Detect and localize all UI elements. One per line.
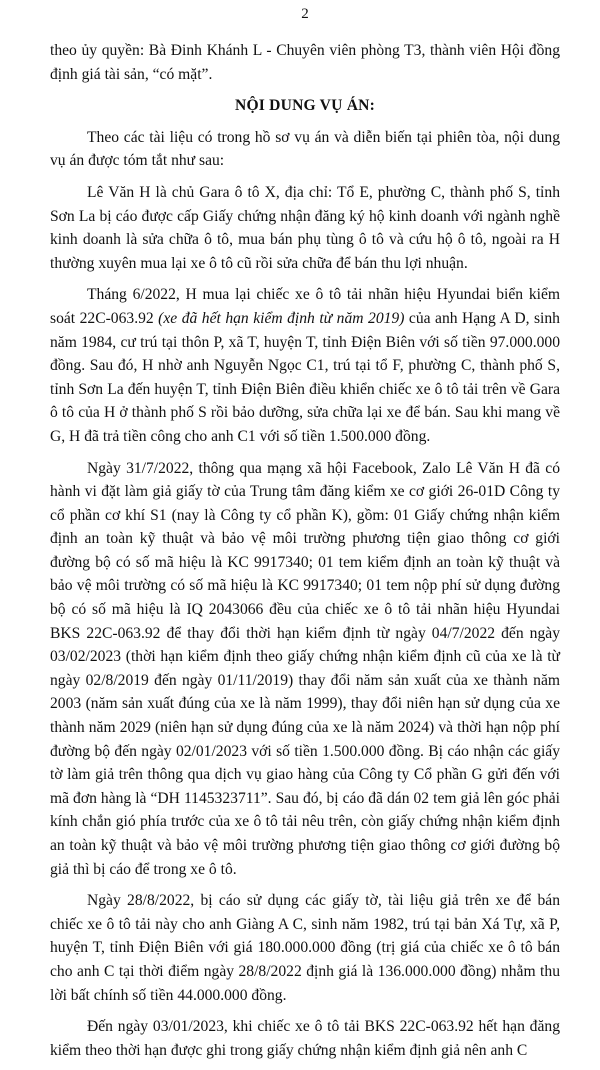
vehicle-purchase-text-end: của anh Hạng A D, sinh năm 1984, cư trú tại thôn P, xã T, huyện T, tỉnh Điện Biên với số tiền 97.000.000 đồng. Sau đó, H nhờ anh Nguyễn Ngọc C1, trú tại tổ F, phường C, thành phố S, tỉnh Sơn La đến huyện T, tỉnh Điện Biên điều khiển chiếc xe ô tô tải trên về Gara ô tô của H ở thành phố S rồi bảo dưỡng, sửa chữa lại xe để bán. Sau khi mang về G, H đã trả tiền công cho anh C1 với số tiền 1.500.000 đồng. (50, 309, 560, 445)
paragraph-summary-intro: Theo các tài liệu có trong hồ sơ vụ án và diễn biến tại phiên tòa, nội dung vụ án được tóm tắt như sau: (50, 128, 560, 170)
paragraph-defendant-background: Lê Văn H là chủ Gara ô tô X, địa chỉ: Tổ E, phường C, thành phố S, tỉnh Sơn La bị cáo được cấp Giấy chứng nhận đăng ký hộ kinh doanh với ngành nghề kinh doanh là sửa chữa ô tô, mua bán phụ tùng ô tô và cứu hộ ô tô, ngoài ra H thường xuyên mua lại xe ô tô cũ rồi sửa chữa để bán thu lợi nhuận. (50, 183, 560, 272)
vehicle-inspection-note: (xe đã hết hạn kiểm định từ năm 2019) (158, 309, 405, 327)
document-page (50, 4, 560, 1070)
paragraph-inspection-expiry: Đến ngày 03/01/2023, khi chiếc xe ô tô tải BKS 22C-063.92 hết hạn đăng kiểm theo thời hạn được ghi trong giấy chứng nhận kiểm định giả nên anh C (50, 1018, 560, 1059)
paragraph-vehicle-sale: Ngày 28/8/2022, bị cáo sử dụng các giấy tờ, tài liệu giả trên xe để bán chiếc xe ô tô tải này cho anh Giàng A C, sinh năm 1982, trú tại bản Xá Tự, xã P, huyện T, tỉnh Điện Biên với giá 180.000.000 đồng (trị giá của chiếc xe ô tô bán cho anh C tại thời điểm ngày 28/8/2022 định giá là 136.000.000 đồng) nhằm thu lời bất chính số tiền 44.000.000 đồng. (50, 892, 560, 1004)
paragraph-forged-documents: Ngày 31/7/2022, thông qua mạng xã hội Facebook, Zalo Lê Văn H đã có hành vi đặt làm giả giấy tờ của Trung tâm đăng kiểm xe cơ giới 26-01D Công ty cổ phần cơ khí S1 (nay là Công ty cổ phần K), gồm: 01 Giấy chứng nhận kiểm định an toàn kỹ thuật và bảo vệ môi trường phương tiện giao thông cơ giới đường bộ có số mã hiệu là KC 9917340; 01 tem kiểm định an toàn kỹ thuật và bảo vệ môi trường có số mã hiệu là KC 9917340; 01 tem nộp phí sử dụng đường bộ có số mã hiệu là IQ 2043066 đều của chiếc xe ô tô tải nhãn hiệu Hyundai BKS 22C-063.92 để thay đổi thời hạn kiểm định từ ngày 04/7/2022 đến ngày 03/02/2023 (thời hạn kiểm định theo giấy chứng nhận kiểm định cũ của xe là từ ngày 02/8/2019 đến ngày 01/11/2019) thay đổi năm sản xuất của xe thành năm 2003 (năm sản xuất đúng của xe là năm 1999), thay đổi niên hạn sử dụng của xe thành năm 2029 (niên hạn sử dụng đúng của xe là năm 2024) và thời hạn nộp phí đường bộ đến ngày 02/01/2023 với số tiền 1.500.000 đồng. Bị cáo nhận các giấy tờ làm giả trên thông qua dịch vụ giao hàng của Công ty Cổ phần G gửi đến với mã đơn hàng là “DH 1145323711”. Sau đó, bị cáo đã dán 02 tem giả lên góc phải kính chắn gió phía trước của xe ô tô tải nêu trên, còn giấy chứng nhận kiểm định an toàn kỹ thuật và bảo vệ môi trường phương tiện giao thông cơ giới đường bộ giả thì bị cáo để trong xe ô tô. (50, 459, 560, 878)
paragraph-vehicle-purchase (50, 283, 560, 448)
page-number: 2 (301, 6, 309, 22)
vehicle-purchase-text-start: Tháng 6/2022, H mua lại chiếc xe ô tô tải nhãn hiệu Hyundai biển kiểm soát 22C-063.92 (50, 286, 560, 327)
section-heading: NỘI DUNG VỤ ÁN: (234, 97, 376, 115)
paragraph-authorization: theo ủy quyền: Bà Đinh Khánh L - Chuyên viên phòng T3, thành viên Hội đồng định giá tài sản, “có mặt”. (50, 42, 560, 83)
